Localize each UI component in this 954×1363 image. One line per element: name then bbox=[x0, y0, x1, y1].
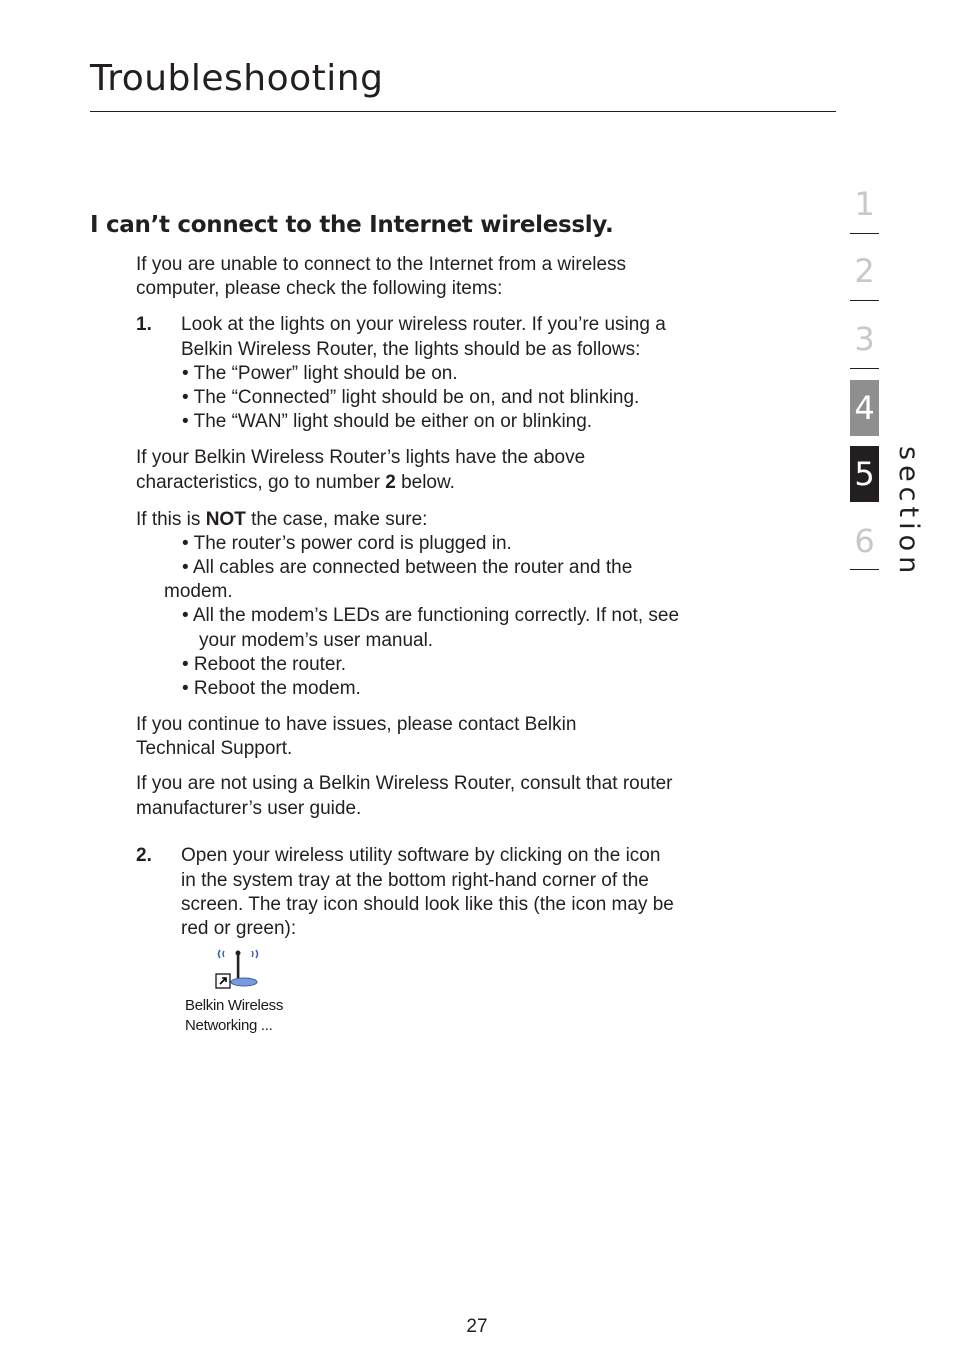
check-bullet-leds: • All the modem’s LEDs are functioning correctly. If not, see bbox=[182, 605, 680, 626]
contact-line-2: Technical Support. bbox=[136, 738, 293, 759]
step-1-number: 1. bbox=[136, 314, 152, 335]
nav-section-4: 4 bbox=[850, 380, 879, 436]
check-bullet-power-cord: • The router’s power cord is plugged in. bbox=[182, 533, 512, 554]
nav-section-3: 3 bbox=[854, 320, 875, 358]
characteristics-text-end: below. bbox=[395, 472, 455, 493]
not-case-emphasis: NOT bbox=[205, 509, 246, 530]
page-title: Troubleshooting bbox=[90, 58, 384, 99]
not-case-text-end: the case, make sure: bbox=[245, 509, 428, 530]
characteristics-line-1: If your Belkin Wireless Router’s lights have the above bbox=[136, 447, 586, 468]
step-1-bullet-connected: • The “Connected” light should be on, and not blinking. bbox=[182, 387, 640, 408]
page-number: 27 bbox=[466, 1316, 488, 1337]
other-router-line-1: If you are not using a Belkin Wireless Router, consult that router bbox=[136, 773, 673, 794]
characteristics-line-2 bbox=[136, 471, 455, 496]
nav-divider-2 bbox=[850, 300, 879, 301]
step-2-line-2: in the system tray at the bottom right-hand corner of the bbox=[181, 870, 649, 891]
intro-line-1: If you are unable to connect to the Internet from a wireless bbox=[136, 254, 627, 275]
step-1-line-2: Belkin Wireless Router, the lights should be as follows: bbox=[181, 339, 641, 360]
nav-divider-1 bbox=[850, 233, 879, 234]
tray-icon-label-1: Belkin Wireless bbox=[185, 997, 284, 1014]
contact-line-1: If you continue to have issues, please contact Belkin bbox=[136, 714, 577, 735]
other-router-line-2: manufacturer’s user guide. bbox=[136, 798, 362, 819]
check-bullet-reboot-modem: • Reboot the modem. bbox=[182, 678, 361, 699]
step-1-bullet-power: • The “Power” light should be on. bbox=[182, 363, 458, 384]
check-bullet-leds-cont: your modem’s user manual. bbox=[199, 630, 434, 651]
nav-divider-3 bbox=[850, 368, 879, 369]
check-bullet-cables-cont: modem. bbox=[164, 581, 233, 602]
tray-icon-label-2: Networking ... bbox=[185, 1017, 273, 1034]
section-heading: I can’t connect to the Internet wirelessly. bbox=[90, 212, 614, 238]
wireless-antenna-icon bbox=[212, 946, 266, 992]
nav-section-1: 1 bbox=[854, 185, 875, 223]
section-label: section bbox=[893, 446, 924, 579]
header-divider bbox=[90, 111, 836, 112]
nav-divider-6 bbox=[850, 569, 879, 570]
step-2-line-3: screen. The tray icon should look like this (the icon may be bbox=[181, 894, 674, 915]
step-2-line-1: Open your wireless utility software by clicking on the icon bbox=[181, 845, 661, 866]
nav-section-5-active: 5 bbox=[850, 446, 879, 502]
step-1-bullet-wan: • The “WAN” light should be either on or blinking. bbox=[182, 411, 593, 432]
characteristics-step-ref: 2 bbox=[385, 472, 396, 493]
step-2-number: 2. bbox=[136, 845, 152, 866]
not-case-text: If this is bbox=[136, 509, 206, 530]
nav-section-6: 6 bbox=[854, 522, 875, 560]
check-bullet-reboot-router: • Reboot the router. bbox=[182, 654, 347, 675]
characteristics-text: characteristics, go to number bbox=[136, 472, 386, 493]
step-1-line-1: Look at the lights on your wireless router. If you’re using a bbox=[181, 314, 666, 335]
step-2-line-4: red or green): bbox=[181, 918, 297, 939]
not-case-line bbox=[136, 508, 427, 533]
check-bullet-cables: • All cables are connected between the router and the bbox=[182, 557, 633, 578]
intro-line-2: computer, please check the following items: bbox=[136, 278, 503, 299]
nav-section-2: 2 bbox=[854, 252, 875, 290]
